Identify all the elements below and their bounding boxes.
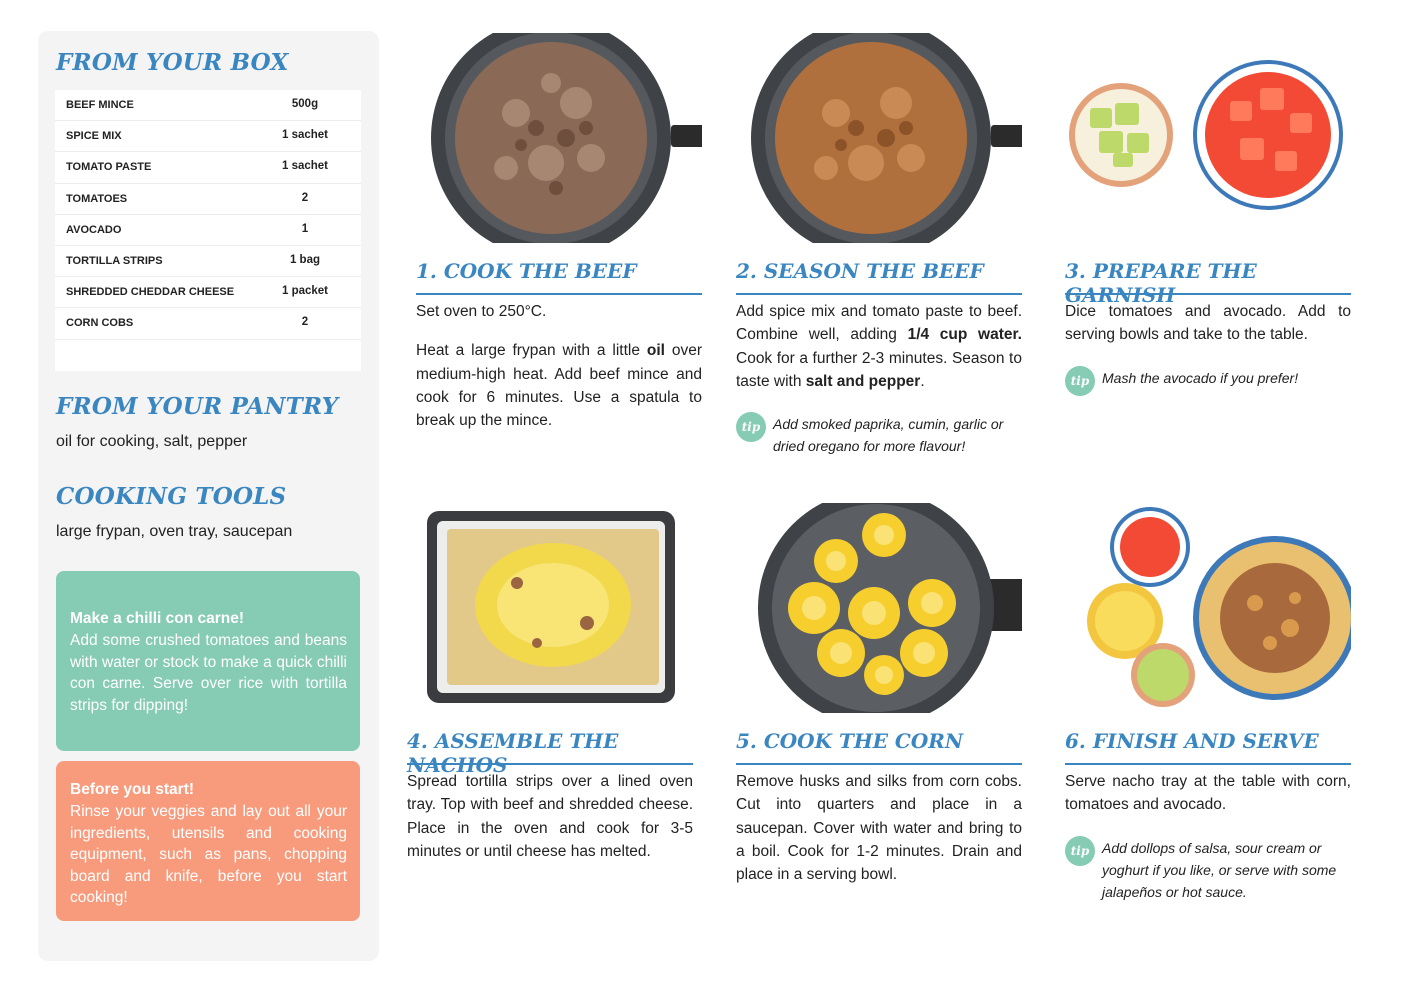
ingredients-table [55,90,361,371]
text-run: Add spice mix and tomato paste to beef. Combine well, adding [736,303,1022,344]
bold-text: oil [646,342,665,360]
ingredient-qty: 1 sachet [281,129,329,142]
nachos-serving-photo [1065,503,1351,713]
ingredient-qty: 2 [301,316,309,329]
step-title: 1. COOK THE BEEF [416,259,702,295]
text-run: Heat a large frypan with a little [416,342,647,360]
table-row [55,246,361,277]
table-row [55,277,361,308]
table-row [55,121,361,152]
tip-badge-icon: tip [736,412,766,442]
table-row [55,308,361,339]
ingredient-name: SHREDDED CHEDDAR CHEESE [66,286,235,299]
pantry-text: oil for cooking, salt, pepper [56,433,248,450]
ingredient-qty: 500g [291,98,319,110]
cooking-tools-heading: COOKING TOOLS [56,483,287,510]
tools-text: large frypan, oven tray, saucepan [56,523,293,540]
step-title: 4. ASSEMBLE THE NACHOS [407,729,693,765]
card-title: Make a chilli con carne! [70,610,245,627]
card-body: Add some crushed tomatoes and beans with water or stock to make a quick chilli con carne. Serve over rice with tortilla strips for dipping! [70,632,347,714]
step-paragraph [736,300,1022,393]
ingredient-name: TOMATO PASTE [66,161,152,174]
ingredient-qty: 1 packet [281,285,329,298]
text-run: Cook for a further 2-3 minutes. Season to taste with [736,349,1022,390]
table-row [55,184,361,215]
table-row [55,152,361,183]
step-instructions [416,300,702,432]
from-your-box-heading: FROM YOUR BOX [56,49,289,76]
step-paragraph: Spread tortilla strips over a lined oven tray. Top with beef and shredded cheese. Place in the oven and cook for 3-5 minutes or until cheese has melted. [407,773,693,860]
step-instructions [1065,770,1351,817]
step-paragraph: Serve nacho tray at the table with corn, tomatoes and avocado. [1065,773,1351,814]
step-title: 2. SEASON THE BEEF [736,259,1022,295]
text-run: over medium-high heat. Add beef mince and cook for 6 minutes. Use a spatula to break up the mince. [416,342,702,430]
tip-text: Add smoked paprika, cumin, garlic or dried oregano for more flavour! [773,416,1004,454]
ingredient-qty: 1 bag [289,253,321,266]
bold-text: salt and pepper [805,372,921,390]
garnish-bowls-photo [1065,33,1351,243]
bold-text: 1/4 cup water. [907,326,1022,344]
tip-badge-icon: tip [1065,366,1095,396]
nachos-tray-photo [407,503,693,713]
ingredient-qty: 2 [301,191,309,204]
tip-text: Mash the avocado if you prefer! [1102,370,1299,386]
table-row [55,90,361,121]
chilli-tip-card [56,571,360,751]
seasoned-beef-pan-photo [736,33,1022,243]
corn-saucepan-photo [736,503,1022,713]
step-paragraph [416,339,702,432]
step-instructions [407,770,693,863]
step-instructions [1065,300,1351,347]
ingredient-name: CORN COBS [66,317,134,330]
tip-badge-icon: tip [1065,836,1095,866]
sidebar-panel [38,31,379,961]
step-paragraph: Set oven to 250°C. [416,303,547,320]
text-run: . [920,372,925,390]
ingredient-name: TOMATOES [66,192,128,205]
step-title: 6. FINISH AND SERVE [1065,729,1351,765]
ingredient-name: AVOCADO [66,223,122,236]
ingredient-qty: 1 sachet [281,160,329,173]
from-your-pantry-heading: FROM YOUR PANTRY [56,393,339,420]
step-instructions [736,300,1022,393]
card-body: Rinse your veggies and lay out all your ingredients, utensils and cooking equipment, such as pans, chopping board and knife, before you start cooking! [70,803,347,906]
ingredient-name: SPICE MIX [66,130,122,143]
card-title: Before you start! [70,781,195,798]
step-paragraph: Dice tomatoes and avocado. Add to serving bowls and take to the table. [1065,303,1351,344]
before-you-start-card [56,761,360,921]
step-title: 5. COOK THE CORN [736,729,1022,765]
step-instructions [736,770,1022,886]
tip-text: Add dollops of salsa, sour cream or yoghurt if you like, or serve with some jalapeños or hot sauce. [1102,840,1337,900]
ingredient-name: BEEF MINCE [66,99,134,111]
step-paragraph: Remove husks and silks from corn cobs. Cut into quarters and place in a saucepan. Cover with water and bring to a boil. Cook for 1-2 minutes. Drain and place in a serving bowl. [736,773,1022,884]
cooked-beef-pan-photo [416,33,702,243]
table-row [55,215,361,246]
ingredient-name: TORTILLA STRIPS [66,254,163,267]
step-title: 3. PREPARE THE GARNISH [1065,259,1351,295]
ingredient-qty: 1 [301,222,309,235]
